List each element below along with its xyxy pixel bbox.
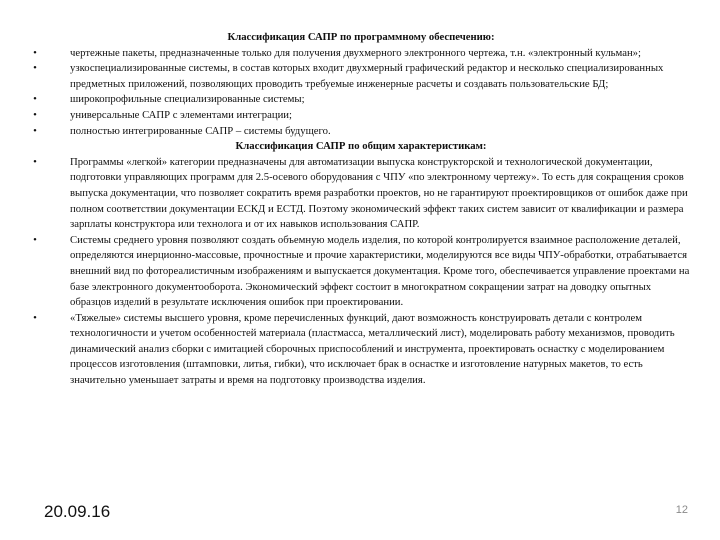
list-item [30,124,692,140]
list-item [30,108,692,124]
slide-number: 12 [675,504,688,516]
bullet-icon: • [33,311,37,324]
list-item-text: полностью интегрированные САПР – системы будущего. [70,124,331,137]
bullet-icon: • [33,124,37,137]
bullet-icon: • [33,46,37,59]
bullet-icon: • [33,93,37,106]
list-item-text: «Тяжелые» системы высшего уровня, кроме перечисленных функций, дают возможность конструировать детали с контролем технологичности и учетом особенностей материала (пластмасса, металлический лист), моделировать работу механизмов, проводить динамический анализ сборки с имитацией сборочных приспособлений и инструмента, проектировать оснастку с моделированием процессов изготовления (штамповки, литья, гибки), что исключает брак в оснастке и изготовление натурных макетов, то есть значительно уменьшает затраты и время на подготовку производства изделия. [70,311,675,387]
list-item [30,155,692,233]
heading-software-classification: Классификация САПР по программному обеспечению: [227,31,495,43]
list-item [30,46,692,62]
slide-date: 20.09.16 [44,502,111,521]
heading-general-classification: Классификация САПР по общим характеристикам: [235,140,487,153]
bullet-icon: • [33,155,37,168]
bullet-icon: • [33,233,37,246]
list-item [30,233,692,311]
bullet-icon: • [33,108,37,121]
list-item-text: универсальные САПР с элементами интеграции; [70,108,292,121]
bullet-icon: • [33,62,37,75]
list-item [30,61,692,92]
list-item-text: Программы «легкой» категории предназначены для автоматизации выпуска конструкторской и технологической документации, подготовки управляющих программ для 2.5-осевого оборудования с ЧПУ «по электронному чертежу». То есть для сокращения сроков выпуска документации, что позволяет сократить время разработки проектов, но не гарантируют проектировщиков от ошибок даже при полном соответствии документации ЕСКД и ЕСТД. Поэтому экономический эффект таких систем зависит от квалификации и размера зарплаты конструктора или технолога и от их навыков использования САПР. [70,155,688,231]
list-item-text: широкопрофильные специализированные системы; [70,93,305,106]
list-item-text: узкоспециализированные системы, в состав которых входит двухмерный графический редактор и несколько специализированных предметных приложений, позволяющих проводить требуемые инженерные расчеты и создавать пользовательские БД; [70,62,664,90]
slide-content [30,30,692,389]
list-item [30,92,692,108]
list-item [30,311,692,389]
list-item-text: чертежные пакеты, предназначенные только для получения двухмерного электронного чертежа, т.н. «электронный кульман»; [70,46,641,59]
list-item-text: Системы среднего уровня позволяют создать объемную модель изделия, по которой контролируется взаимное расположение деталей, определяются инерционно-массовые, прочностные и прочие характеристики, моделируются все виды ЧПУ-обработки, отрабатывается внешний вид по фотореалистичным изображениям и выпускается документация. Кроме того, обеспечивается управление проектами на базе электронного документооборота. Экономический эффект состоит в многократном сокращении затрат на доводку опытных образцов изделий в результате исключения ошибок при проектировании. [70,233,690,309]
